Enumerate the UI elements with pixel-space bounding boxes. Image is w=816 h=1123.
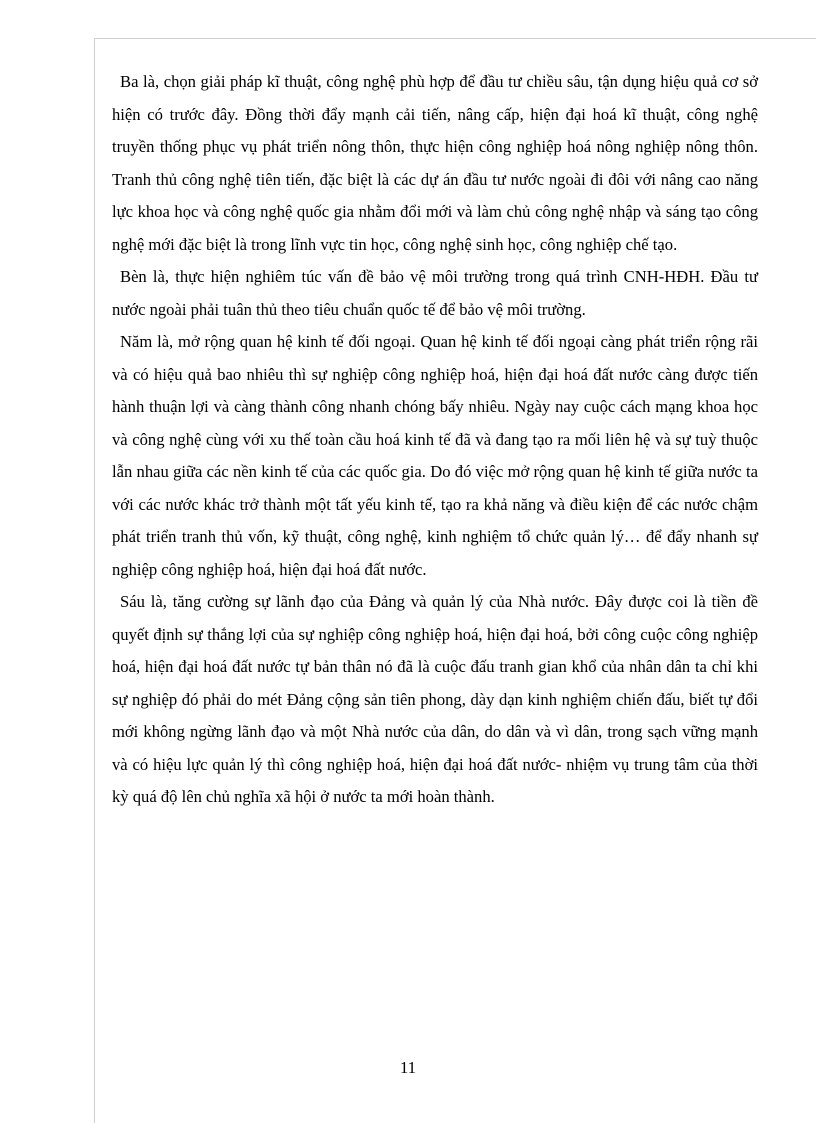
paragraph-four: Bèn là, thực hiện nghiêm túc vấn đề bảo vệ môi trường trong quá trình CNH-HĐH. Đầu tư nước ngoài phải tuân thủ theo tiêu chuẩn quốc tế để bảo vệ môi trường.: [112, 267, 758, 319]
paragraph-three: Ba là, chọn giải pháp kĩ thuật, công nghệ phù hợp để đầu tư chiều sâu, tận dụng hiệu quả cơ sở hiện có trước đây. Đồng thời đẩy mạnh cải tiến, nâng cấp, hiện đại hoá kĩ thuật, công nghệ truyền thống phục vụ phát triển nông thôn, thực hiện công nghiệp hoá nông nghiệp nông thôn. Tranh thủ công nghệ tiên tiến, đặc biệt là các dự án đầu tư nước ngoài đi đôi với nâng cao năng lực khoa học và công nghệ quốc gia nhằm đổi mới và làm chủ công nghệ nhập và sáng tạo công nghệ mới đặc biệt là trong lĩnh vực tin học, công nghệ sinh học, công nghiệp chế tạo.: [112, 72, 758, 254]
paragraph-five: Năm là, mở rộng quan hệ kinh tế đối ngoại. Quan hệ kinh tế đối ngoại càng phát triển rộng rãi và có hiệu quả bao nhiêu thì sự nghiệp công nghiệp hoá, hiện đại hoá đất nước càng được tiến hành thuận lợi và càng thành công nhanh chóng bấy nhiêu. Ngày nay cuộc cách mạng khoa học và công nghệ cùng với xu thế toàn cầu hoá kinh tế đã và đang tạo ra mối liên hệ và sự tuỳ thuộc lẫn nhau giữa các nền kinh tế của các quốc gia. Do đó việc mở rộng quan hệ kinh tế giữa nước ta với các nước khác trở thành một tất yếu kinh tế, tạo ra khả năng và điều kiện để các nước chậm phát triển tranh thủ vốn, kỹ thuật, công nghệ, kinh nghiệm tổ chức quản lý… để đẩy nhanh sự nghiệp công nghiệp hoá, hiện đại hoá đất nước.: [112, 332, 758, 579]
page-number: 11: [399, 1058, 417, 1077]
paragraph-six: Sáu là, tăng cường sự lãnh đạo của Đảng và quản lý của Nhà nước. Đây được coi là tiền đề quyết định sự thắng lợi của sự nghiệp công nghiệp hoá, hiện đại hoá, bởi công cuộc công nghiệp hoá, hiện đại hoá đất nước tự bản thân nó đã là cuộc đấu tranh gian khổ của nhân dân ta chỉ khi sự nghiệp đó phải do mét Đảng cộng sản tiên phong, dày dạn kinh nghiệm chiến đấu, biết tự đổi mới không ngừng lãnh đạo và một Nhà nước của dân, do dân và vì dân, trong sạch vững mạnh và có hiệu lực quản lý thì công nghiệp hoá, hiện đại hoá đất nước- nhiệm vụ trung tâm của thời kỳ quá độ lên chủ nghĩa xã hội ở nước ta mới hoàn thành.: [112, 592, 758, 806]
document-body: [112, 66, 758, 814]
